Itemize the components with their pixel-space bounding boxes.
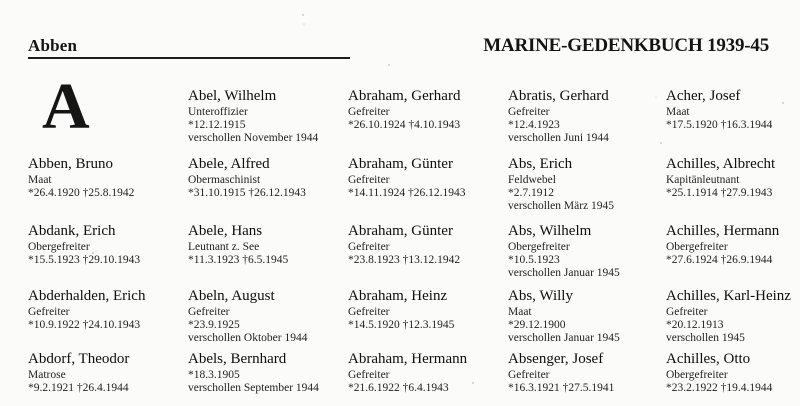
memorial-entry <box>666 351 800 395</box>
entry-name: Absenger, Josef <box>508 351 604 367</box>
entry-rank: Obergefreiter <box>666 241 728 253</box>
entry-name: Abderhalden, Erich <box>28 288 146 304</box>
entry-name: Achilles, Karl-Heinz <box>666 288 791 304</box>
entry-rank: Maat <box>28 174 52 186</box>
entry-dates-line: *31.10.1915 †26.12.1943 <box>188 187 306 199</box>
entry-rank: Gefreiter <box>188 306 230 318</box>
entry-rank: Gefreiter <box>348 241 390 253</box>
entry-dates-line: *17.5.1920 †16.3.1944 <box>666 119 773 131</box>
entry-dates-line: *27.6.1924 †26.9.1944 <box>666 254 773 266</box>
memorial-entry <box>188 223 346 267</box>
book-title: MARINE-GEDENKBUCH 1939-45 <box>483 35 769 56</box>
memorial-entry <box>188 156 346 200</box>
memorial-entry <box>666 88 800 132</box>
memorial-entry <box>666 288 800 345</box>
entry-rank: Gefreiter <box>348 369 390 381</box>
entry-name: Abraham, Gerhard <box>348 88 461 104</box>
scan-noise-speck <box>660 142 662 144</box>
entry-name: Abs, Wilhelm <box>508 223 592 239</box>
entry-dates-line: verschollen Juni 1944 <box>508 132 609 144</box>
memorial-entry <box>508 288 666 345</box>
memorial-entry <box>28 288 186 332</box>
entry-dates-line: verschollen September 1944 <box>188 382 319 394</box>
entry-dates-line: *25.1.1914 †27.9.1943 <box>666 187 773 199</box>
entry-dates-line: *12.4.1923 <box>508 119 560 131</box>
entry-dates-line: *23.8.1923 †13.12.1942 <box>348 254 461 266</box>
entry-rank: Kapitänleutnant <box>666 174 740 186</box>
entry-name: Abs, Erich <box>508 156 573 172</box>
entry-dates-line: *23.9.1925 <box>188 319 240 331</box>
entry-name: Abraham, Günter <box>348 223 453 239</box>
scan-noise-speck <box>782 102 784 104</box>
entry-name: Abratis, Gerhard <box>508 88 609 104</box>
entry-rank: Gefreiter <box>508 369 550 381</box>
entry-name: Abele, Hans <box>188 223 263 239</box>
entry-name: Abraham, Günter <box>348 156 453 172</box>
memorial-entry <box>508 351 666 395</box>
entry-dates-line: *10.9.1922 †24.10.1943 <box>28 319 141 331</box>
entry-dates-line: *12.12.1915 <box>188 119 246 131</box>
entry-rank: Gefreiter <box>348 106 390 118</box>
entry-name: Abraham, Heinz <box>348 288 448 304</box>
entry-name: Abben, Bruno <box>28 156 113 172</box>
entry-dates-line: *9.2.1921 †26.4.1944 <box>28 382 129 394</box>
entry-rank: Obergefreiter <box>508 241 570 253</box>
entry-dates-line: verschollen Oktober 1944 <box>188 332 308 344</box>
memorial-entry <box>508 88 666 145</box>
scan-noise-speck <box>388 64 390 66</box>
entry-dates-line: *14.11.1924 †26.12.1943 <box>348 187 466 199</box>
memorial-entry <box>348 156 506 200</box>
entry-rank: Maat <box>666 106 690 118</box>
entry-dates-line: verschollen März 1945 <box>508 200 615 212</box>
memorial-entry <box>348 88 506 132</box>
memorial-entry <box>28 156 186 200</box>
entry-dates-line: *20.12.1913 <box>666 319 724 331</box>
entry-name: Abel, Wilhelm <box>188 88 277 104</box>
entry-rank: Obergefreiter <box>666 369 728 381</box>
entry-rank: Unteroffizier <box>188 106 248 118</box>
memorial-entry <box>188 288 346 345</box>
entry-dates-line: verschollen 1945 <box>666 332 745 344</box>
entry-dates-line: *16.3.1921 †27.5.1941 <box>508 382 615 394</box>
memorial-entry <box>508 223 666 280</box>
entry-dates-line: *26.4.1920 †25.8.1942 <box>28 187 135 199</box>
memorial-entry <box>188 88 346 145</box>
entry-rank: Gefreiter <box>348 174 390 186</box>
entry-dates-line: verschollen Januar 1945 <box>508 332 620 344</box>
entry-dates-line: *26.10.1924 †4.10.1943 <box>348 119 461 131</box>
memorial-entry <box>508 156 666 213</box>
memorial-entry <box>28 223 186 267</box>
entry-name: Abele, Alfred <box>188 156 270 172</box>
entry-dates-line: *10.5.1923 <box>508 254 560 266</box>
scan-noise-speck <box>92 252 94 254</box>
memorial-entry <box>188 351 346 395</box>
entry-dates-line: *21.6.1922 †6.4.1943 <box>348 382 449 394</box>
entry-name: Achilles, Albrecht <box>666 156 776 172</box>
memorial-entry <box>348 351 506 395</box>
entry-dates-line: *23.2.1922 †19.4.1944 <box>666 382 773 394</box>
memorial-entry <box>28 351 186 395</box>
memorial-entry <box>348 288 506 332</box>
entry-dates-line: *11.3.1923 †6.5.1945 <box>188 254 289 266</box>
entry-name: Abs, Willy <box>508 288 573 304</box>
entry-name: Abraham, Hermann <box>348 351 468 367</box>
entry-rank: Gefreiter <box>348 306 390 318</box>
entry-rank: Matrose <box>28 369 66 381</box>
entry-name: Achilles, Otto <box>666 351 751 367</box>
entry-name: Acher, Josef <box>666 88 741 104</box>
entry-dates-line: *29.12.1900 <box>508 319 566 331</box>
entry-dates-line: *18.3.1905 <box>188 369 240 381</box>
entry-rank: Maat <box>508 306 532 318</box>
scan-noise-speck <box>472 382 474 384</box>
entry-rank: Obermaschinist <box>188 174 261 186</box>
memorial-entry <box>666 156 800 200</box>
scan-noise-speck <box>302 14 304 16</box>
entry-rank: Obergefreiter <box>28 241 90 253</box>
entry-name: Abels, Bernhard <box>188 351 287 367</box>
entry-rank: Leutnant z. See <box>188 241 260 253</box>
entry-dates-line: *15.5.1923 †29.10.1943 <box>28 254 141 266</box>
entry-rank: Feldwebel <box>508 174 556 186</box>
memorial-entry <box>666 223 800 267</box>
entry-dates-line: verschollen November 1944 <box>188 132 319 144</box>
entry-dates-line: *14.5.1920 †12.3.1945 <box>348 319 455 331</box>
entry-dates-line: *2.7.1912 <box>508 187 554 199</box>
entry-name: Abdorf, Theodor <box>28 351 130 367</box>
entry-name: Abeln, August <box>188 288 275 304</box>
entry-rank: Gefreiter <box>666 306 708 318</box>
header-rule <box>28 57 350 59</box>
page-guide-word: Abben <box>28 36 78 55</box>
memorial-entry <box>348 223 506 267</box>
entry-dates-line: verschollen Januar 1945 <box>508 267 620 279</box>
entry-rank: Gefreiter <box>28 306 70 318</box>
section-letter-drop-cap: A <box>42 70 90 143</box>
entry-name: Achilles, Hermann <box>666 223 780 239</box>
entry-rank: Gefreiter <box>508 106 550 118</box>
entry-name: Abdank, Erich <box>28 223 116 239</box>
